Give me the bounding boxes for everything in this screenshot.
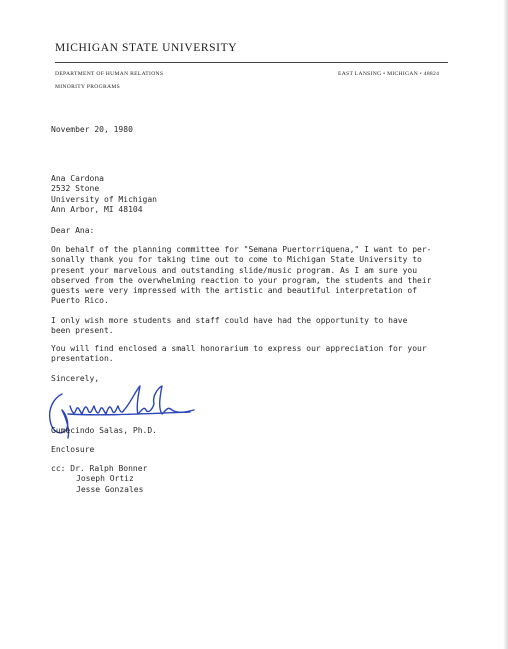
- letterhead-university: MICHIGAN STATE UNIVERSITY: [55, 42, 238, 54]
- letterhead-program: MINORITY PROGRAMS: [55, 84, 121, 90]
- paragraph-line: observed from the overwhelming reaction to your program, the students and their: [51, 275, 432, 285]
- complimentary-closing: Sincerely,: [51, 374, 100, 383]
- paragraph-line: On behalf of the planning committee for "Semana Puertorriquena," I want to per-: [51, 245, 432, 254]
- letter-date: November 20, 1980: [51, 125, 133, 134]
- cc-first-line: [51, 464, 147, 474]
- signer-name: Gumecindo Salas, Ph.D.: [51, 426, 157, 435]
- cc-recipient: Joseph Ortiz: [76, 474, 134, 484]
- letterhead-location: EAST LANSING • MICHIGAN • 48824: [338, 71, 440, 77]
- paragraph-line: been present.: [51, 326, 114, 336]
- paragraph-line: Puerto Rico.: [51, 296, 109, 306]
- recipient-address: [51, 174, 157, 215]
- recipient-street: 2532 Stone: [51, 184, 100, 194]
- paragraph-line: presentation.: [51, 354, 114, 364]
- letterhead-department: DEPARTMENT OF HUMAN RELATIONS: [55, 71, 164, 77]
- body-paragraph-3: [51, 344, 427, 365]
- salutation: Dear Ana:: [51, 226, 95, 235]
- paragraph-line: You will find enclosed a small honorarium to express our appreciation for your: [51, 344, 427, 353]
- cc-recipient: Jesse Gonzales: [76, 484, 144, 494]
- page-edge-shadow: [503, 0, 508, 649]
- enclosure-note: Enclosure: [51, 445, 95, 454]
- body-paragraph-2: [51, 316, 407, 337]
- recipient-name: Ana Cardona: [51, 174, 104, 183]
- letterhead-rule: [55, 62, 448, 63]
- paragraph-line: guests were very impressed with the artistic and beautiful interpretation of: [51, 286, 418, 296]
- recipient-institution: University of Michigan: [51, 194, 157, 204]
- cc-recipient: Dr. Ralph Bonner: [70, 464, 148, 473]
- recipient-city: Ann Arbor, MI 48104: [51, 204, 143, 214]
- cc-list: [51, 464, 147, 495]
- cc-label: cc:: [51, 464, 66, 473]
- paragraph-line: sonally thank you for taking time out to come to Michigan State University to: [51, 255, 422, 265]
- body-paragraph-1: [51, 245, 432, 307]
- paragraph-line: present your marvelous and outstanding slide/music program. As I am sure you: [51, 265, 418, 275]
- paragraph-line: I only wish more students and staff could have had the opportunity to have: [51, 316, 408, 325]
